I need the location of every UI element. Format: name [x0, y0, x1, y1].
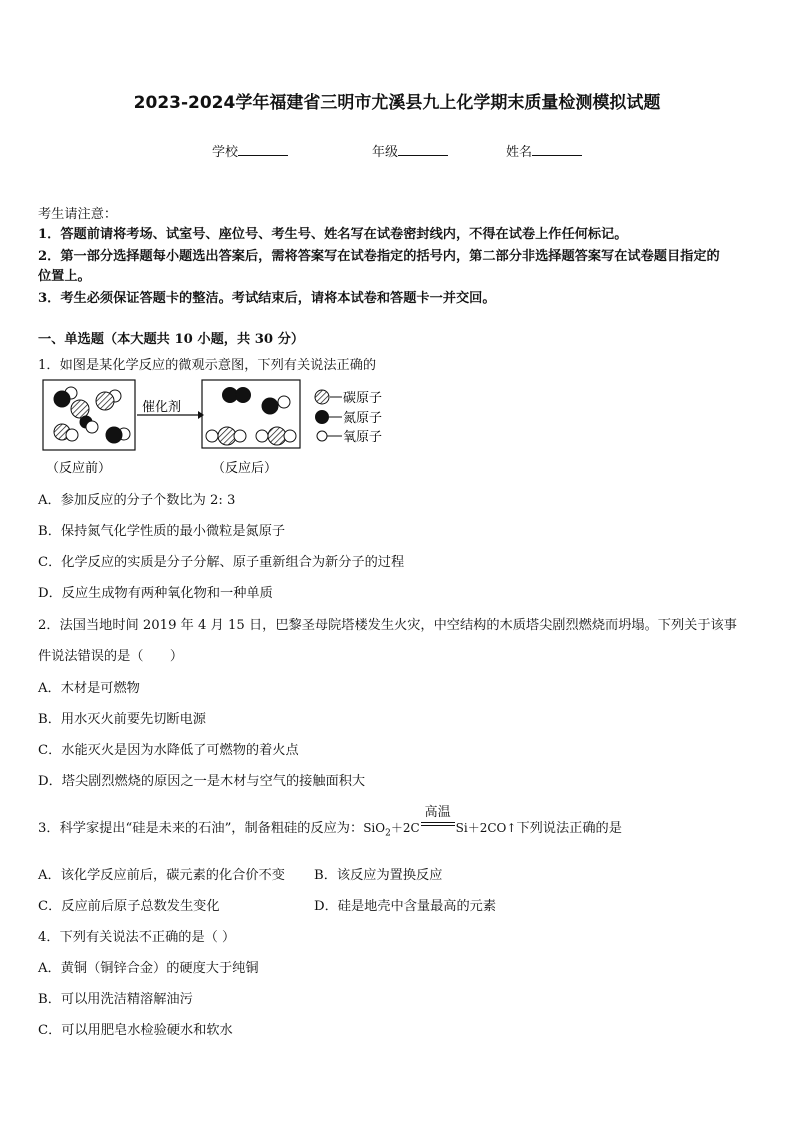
arrow-head: [198, 411, 204, 419]
name-blank: [532, 143, 582, 156]
school-field: [212, 141, 288, 160]
q3-stem-after: 下列说法正确的是: [516, 821, 622, 836]
q1-option-d: D．反应生成物有两种氧化物和一种单质: [38, 586, 273, 601]
name-field: [506, 141, 582, 160]
q3-option-c: C．反应前后原子总数发生变化: [38, 899, 220, 914]
q3-option-b: B．该反应为置换反应: [314, 868, 443, 883]
q1-option-c: C．化学反应的实质是分子分解、原子重新组合为新分子的过程: [38, 555, 405, 570]
q2-stem-cont: 件说法错误的是（ ）: [38, 649, 184, 664]
q3-stem-before: 3．科学家提出“硅是未来的石油”，制备粗硅的反应为：: [38, 821, 364, 836]
school-blank: [238, 143, 288, 156]
legend: [315, 390, 382, 445]
before-molecules: [54, 387, 130, 443]
legend-oxygen: 氧原子: [343, 430, 383, 445]
before-caption: （反应前）: [46, 461, 112, 476]
notice-heading: 考生请注意：: [38, 207, 118, 222]
after-caption: （反应后）: [212, 461, 278, 476]
q2-option-c: C．水能灭火是因为水降低了可燃物的着火点: [38, 743, 299, 758]
q2-stem: 2．法国当地时间 2019 年 4 月 15 日，巴黎圣母院塔楼发生火灾，中空结构的木质塔尖剧烈燃烧而坍塌。下列关于该事: [38, 618, 737, 633]
notice-item-3: 3．考生必须保证答题卡的整洁。考试结束后，请将本试卷和答题卡一并交回。: [38, 291, 496, 306]
section-heading: 一、单选题（本大题共 10 小题，共 30 分）: [38, 332, 305, 347]
q1-option-b: B．保持氮气化学性质的最小微粒是氮原子: [38, 524, 286, 539]
name-label: 姓名: [506, 145, 533, 160]
q3-equation-right: Si＋2CO↑: [455, 821, 517, 835]
q2-option-a: A．木材是可燃物: [38, 681, 140, 696]
q4-option-b: B．可以用洗洁精溶解油污: [38, 992, 193, 1007]
q3-stem: [38, 805, 622, 839]
oxygen-legend-icon: [317, 431, 327, 441]
q4-option-a: A．黄铜（铜锌合金）的硬度大于纯铜: [38, 961, 259, 976]
reaction-diagram: [40, 378, 420, 478]
q3-option-a: A．该化学反应前后，碳元素的化合价不变: [38, 868, 285, 883]
catalyst-label: 催化剂: [142, 400, 182, 415]
after-molecules: [206, 388, 296, 446]
q1-stem: 1．如图是某化学反应的微观示意图，下列有关说法正确的: [38, 358, 377, 373]
notice-item-2: 2．第一部分选择题每小题选出答案后，需将答案写在试卷指定的括号内，第二部分非选择题答案写在试卷题目指定的: [38, 249, 720, 264]
q1-option-a: A．参加反应的分子个数比为 2: 3: [38, 493, 236, 508]
q3-equation-condition: [421, 805, 455, 832]
carbon-legend-icon: [315, 390, 329, 404]
grade-field: [372, 141, 448, 160]
condition-high-temp: 高温: [424, 805, 451, 820]
q2-option-d: D．塔尖剧烈燃烧的原因之一是木材与空气的接触面积大: [38, 774, 366, 789]
q3-equation-left: SiO$_2$＋2C: [363, 821, 420, 839]
notice-item-1: 1．答题前请将考场、试室号、座位号、考生号、姓名写在试卷密封线内，不得在试卷上作任何标记。: [38, 227, 628, 242]
grade-blank: [398, 143, 448, 156]
school-label: 学校: [212, 145, 239, 160]
legend-nitrogen: 氮原子: [343, 411, 383, 426]
q2-option-b: B．用水灭火前要先切断电源: [38, 712, 206, 727]
grade-label: 年级: [372, 145, 399, 160]
nitrogen-legend-icon: [316, 411, 329, 424]
page-title: 2023-2024学年福建省三明市尤溪县九上化学期末质量检测模拟试题: [133, 93, 661, 113]
q4-option-c: C．可以用肥皂水检验硬水和软水: [38, 1023, 233, 1038]
notice-item-2-cont: 位置上。: [38, 269, 91, 284]
q3-option-d: D．硅是地壳中含量最高的元素: [314, 899, 497, 914]
legend-carbon: 碳原子: [343, 391, 383, 406]
q4-stem: 4．下列有关说法不正确的是（ ）: [38, 930, 236, 945]
